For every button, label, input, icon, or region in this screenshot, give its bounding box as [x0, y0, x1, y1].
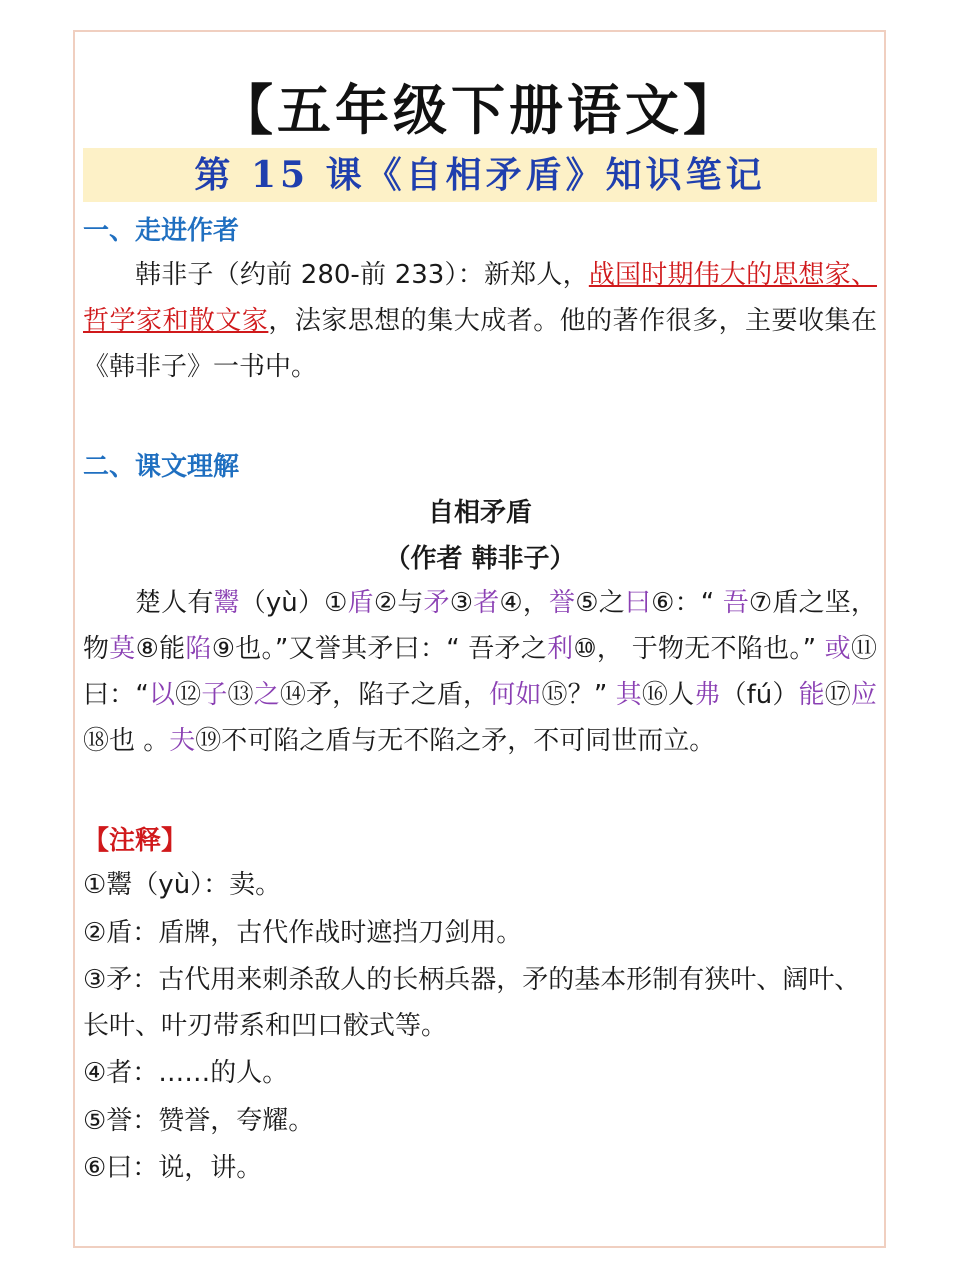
annotated-word: 利: [547, 634, 574, 664]
notes-heading: 【注释】: [83, 826, 188, 856]
annotated-word: 誉: [549, 588, 576, 618]
passage-segment: ⑭矛，陷子之盾，: [279, 680, 490, 710]
note-item: ⑥曰：说，讲。: [83, 1153, 263, 1183]
passage-segment: ⑤之: [575, 588, 625, 618]
author-text-b: ，法家思想的集大成者。他的著作很多，主要收集在《韩非子》一书中。: [83, 306, 877, 382]
passage-segment: ⑰: [824, 680, 851, 710]
annotated-word: 莫: [109, 634, 136, 664]
annotated-word: 夫: [169, 726, 196, 756]
lesson-subtitle: 第 15 课《自相矛盾》知识笔记: [83, 148, 877, 202]
passage-segment: ⑧能: [135, 634, 186, 664]
passage-segment: ②与: [373, 588, 424, 618]
passage-segment: ⑥：“: [651, 588, 723, 618]
annotated-word: 能: [798, 680, 825, 710]
passage-segment: ⑫: [175, 680, 202, 710]
passage-segment: ④，: [499, 588, 550, 618]
note-item: ⑤誉：赞誉，夸耀。: [83, 1106, 315, 1136]
passage-segment: 楚人有: [135, 588, 214, 618]
annotated-word: 其: [615, 680, 642, 710]
author-highlight: 战国时期伟大的思想家、哲学家和散文家: [83, 260, 877, 336]
annotated-word: 曰: [624, 588, 652, 618]
annotated-word: 以: [148, 680, 176, 710]
passage-segment: （yù）①: [239, 588, 348, 618]
passage-segment: ⑬: [227, 680, 254, 710]
section-author-heading: 一、走进作者: [83, 216, 240, 246]
passage-segment: ⑪曰：“: [83, 634, 877, 710]
passage-segment: （fú）: [720, 680, 799, 710]
author-paragraph: [83, 252, 877, 390]
annotated-word: 盾: [347, 588, 374, 618]
section-text-heading: 二、课文理解: [83, 452, 240, 482]
passage-text: [83, 580, 877, 764]
passage-segment: ⑨也。”又誉其矛曰：“ 吾矛之: [211, 634, 548, 664]
note-item: ②盾：盾牌，古代作战时遮挡刀剑用。: [83, 918, 523, 948]
annotated-word: 应: [850, 680, 877, 710]
annotated-word: 陷: [185, 634, 212, 664]
note-item: ①鬻（yù）：卖。: [83, 870, 282, 900]
note-item: ③矛：古代用来刺杀敌人的长柄兵器，矛的基本形制有狭叶、阔叶、长叶、叶刃带系和凹口骹式等。: [83, 965, 861, 1041]
passage-segment: ⑦盾之坚， 物: [83, 588, 877, 664]
passage-segment: ⑱也 。: [83, 726, 170, 756]
annotated-word: 弗: [694, 680, 721, 710]
annotated-word: 吾: [722, 588, 749, 618]
note-item: ④者：……的人。: [83, 1058, 289, 1088]
passage-segment: ⑮？”: [541, 680, 616, 710]
passage-segment: ③: [449, 588, 474, 618]
annotated-word: 何如: [489, 680, 542, 710]
passage-segment: ⑯人: [641, 680, 695, 710]
passage-segment: ⑩， 于物无不陷也。”: [573, 634, 825, 664]
annotated-word: 鬻: [213, 588, 240, 618]
passage-title: 自相矛盾: [427, 498, 532, 528]
author-text-a: 韩非子（约前 280-前 233）：新郑人，: [135, 260, 589, 290]
passage-author: （作者 韩非子）: [384, 544, 576, 574]
annotated-word: 者: [473, 588, 500, 618]
passage-segment: ⑲不可陷之盾与无不陷之矛，不可同世而立。: [195, 726, 716, 756]
annotated-word: 子: [201, 680, 228, 710]
page-title: 【五年级下册语文】: [219, 78, 741, 142]
annotated-word: 之: [253, 680, 280, 710]
annotated-word: 或: [824, 634, 851, 664]
annotated-word: 矛: [423, 588, 450, 618]
